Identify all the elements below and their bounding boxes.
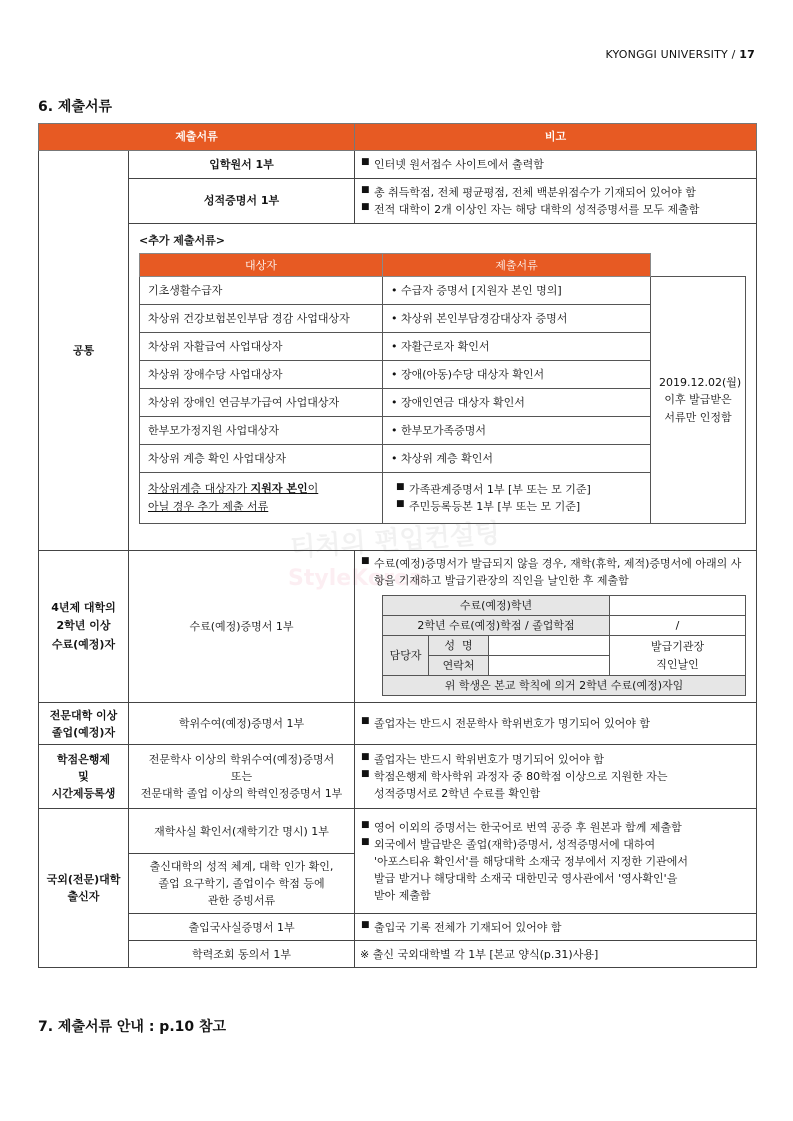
- note-item: ■ 학점은행제 학사학위 과정자 중 80학점 이상으로 지원한 자는: [360, 768, 751, 785]
- verify-grade-label: 수료(예정)학년: [383, 596, 610, 616]
- verify-grade-value: [610, 596, 746, 616]
- additional-title: <추가 제출서류>: [139, 234, 226, 247]
- doc-degree-certificate: 학위수여(예정)증명서 1부: [129, 703, 355, 745]
- doc-cell: • 차상위 본인부담경감대상자 증명서: [383, 305, 651, 333]
- doc-application: 입학원서 1부: [129, 151, 355, 179]
- table-header-row: [39, 124, 757, 151]
- table-row: [39, 224, 757, 551]
- target-cell-family: 차상위계층 대상자가 지원자 본인이 아닐 경우 추가 제출 서류: [140, 473, 383, 524]
- watermark-text: 티처의 편입컨설팅: [289, 518, 501, 564]
- table-row: [39, 179, 757, 224]
- watermark-logo-text: StyleKorea: [288, 566, 424, 591]
- target-cell: 차상위 자활급여 사업대상자: [140, 333, 383, 361]
- note-item: ■ 가족관계증명서 1부 [부 또는 모 기준]: [395, 481, 642, 498]
- doc-cell: • 차상위 계층 확인서: [383, 445, 651, 473]
- note-item: ■ 영어 이외의 증명서는 한국어로 번역 공증 후 원본과 함께 제출함: [360, 819, 751, 836]
- table-row: [39, 745, 757, 809]
- table-row: [39, 809, 757, 854]
- doc-cell: • 수급자 증명서 [지원자 본인 명의]: [383, 277, 651, 305]
- doc-completion-certificate: 수료(예정)증명서 1부: [129, 551, 355, 703]
- doc-credit-bank: 전문학사 이상의 학위수여(예정)증명서 또는 전문대학 졸업 이상의 학력인정증명서 1부: [129, 745, 355, 809]
- note-item: ■ 전적 대학이 2개 이상인 자는 해당 대학의 성적증명서를 모두 제출함: [360, 201, 751, 218]
- note-completion: [355, 551, 757, 703]
- target-cell: 기초생활수급자: [140, 277, 383, 305]
- target-cell: 한부모가정지원 사업대상자: [140, 417, 383, 445]
- note-application: [355, 151, 757, 179]
- note-transcript: [355, 179, 757, 224]
- header-separator: /: [731, 48, 736, 61]
- note-item: ■ 총 취득학점, 전체 평균평점, 전체 백분위점수가 기재되어 있어야 함: [360, 184, 751, 201]
- table-row: [39, 703, 757, 745]
- doc-immigration-record: 출입국사실증명서 1부: [129, 914, 355, 941]
- target-cell: 차상위 건강보험본인부담 경감 사업대상자: [140, 305, 383, 333]
- table-row: [39, 551, 757, 703]
- category-foreign: 국외(전문)대학 출신자: [39, 809, 129, 968]
- note-item: ■ 외국에서 발급받은 졸업(재학)증명서, 성적증명서에 대하여: [360, 836, 751, 853]
- verify-footer: 위 학생은 본교 학칙에 의거 2학년 수료(예정)자임: [383, 676, 746, 696]
- additional-table: [139, 253, 746, 524]
- note-item: ■ 졸업자는 반드시 전문학사 학위번호가 명기되어 있어야 함: [360, 715, 751, 732]
- verify-seal: 발급기관장 직인날인: [610, 636, 746, 676]
- doc-grading-system: 출신대학의 성적 체계, 대학 인가 확인, 졸업 요구학기, 졸업이수 학점 등에 관한 증빙서류: [129, 854, 355, 914]
- target-cell: 차상위 장애인 연금부가급여 사업대상자: [140, 389, 383, 417]
- additional-header-target: 대상자: [140, 254, 383, 277]
- note-item: 성적증명서로 2학년 수료를 확인함: [374, 787, 541, 801]
- header-remarks: 비고: [355, 124, 757, 151]
- page-number: 17: [739, 48, 755, 61]
- header-docs: 제출서류: [39, 124, 355, 151]
- note-foreign: [355, 809, 757, 914]
- table-row: [140, 277, 746, 305]
- note-credit-bank: [355, 745, 757, 809]
- verify-credits-value: /: [610, 616, 746, 636]
- note-item: ■ 수료(예정)증명서가 발급되지 않을 경우, 재학(휴학, 제적)증명서에 아래의 사항을 기재하고 발급기관장의 직인을 날인한 후 제출함: [360, 555, 751, 589]
- doc-cell-family: [383, 473, 651, 524]
- note-item: 발급 받거나 해당대학 소재국 대한민국 영사관에서 '영사확인'을: [374, 871, 678, 885]
- note-junior-college: [355, 703, 757, 745]
- doc-cell: • 자활근로자 확인서: [383, 333, 651, 361]
- table-row: [39, 151, 757, 179]
- note-item: ■ 인터넷 원서접수 사이트에서 출력함: [360, 156, 751, 173]
- documents-table: [38, 123, 757, 968]
- page-header: [605, 48, 755, 61]
- note-item: ■ 졸업자는 반드시 학위번호가 명기되어 있어야 함: [360, 751, 751, 768]
- note-item: ■ 출입국 기록 전체가 기재되어 있어야 함: [360, 919, 751, 936]
- verification-table: [382, 595, 746, 696]
- doc-cell: • 장애(아동)수당 대상자 확인서: [383, 361, 651, 389]
- category-junior-college: 전문대학 이상 졸업(예정)자: [39, 703, 129, 745]
- additional-documents: [129, 224, 757, 551]
- category-credit-bank: 학점은행제 및 시간제등록생: [39, 745, 129, 809]
- additional-header-docs: 제출서류: [383, 254, 651, 277]
- category-common: 공통: [39, 151, 129, 551]
- note-item: 받아 제출함: [374, 888, 431, 902]
- university-name: KYONGGI UNIVERSITY: [605, 48, 728, 61]
- verify-contact-value: [489, 656, 610, 676]
- issue-date-note: 2019.12.02(월) 이후 발급받은 서류만 인정함: [651, 277, 746, 524]
- verify-staff-label: 담당자: [383, 636, 429, 676]
- verify-name-value: [489, 636, 610, 656]
- target-cell: 차상위 장애수당 사업대상자: [140, 361, 383, 389]
- doc-education-inquiry: 학력조회 동의서 1부: [129, 941, 355, 968]
- verify-name-label: 성 명: [429, 636, 489, 656]
- target-cell: 차상위 계층 확인 사업대상자: [140, 445, 383, 473]
- note-education-inquiry: ※ 출신 국외대학별 각 1부 [본교 양식(p.31)사용]: [355, 941, 757, 968]
- section-6-title: 6. 제출서류: [38, 99, 113, 115]
- category-four-year: 4년제 대학의 2학년 이상 수료(예정)자: [39, 551, 129, 703]
- note-immigration: [355, 914, 757, 941]
- doc-transcript: 성적증명서 1부: [129, 179, 355, 224]
- table-row: [39, 914, 757, 941]
- verify-contact-label: 연락처: [429, 656, 489, 676]
- section-7-title: 7. 제출서류 안내 : p.10 참고: [38, 1019, 227, 1035]
- table-row: [39, 941, 757, 968]
- note-item: ■ 주민등록등본 1부 [부 또는 모 기준]: [395, 498, 642, 515]
- doc-cell: • 한부모가족증명서: [383, 417, 651, 445]
- verify-credits-label: 2학년 수료(예정)학점 / 졸업학점: [383, 616, 610, 636]
- note-item: '아포스티유 확인서'를 해당대학 소재국 정부에서 지정한 기관에서: [374, 854, 688, 868]
- doc-cell: • 장애인연금 대상자 확인서: [383, 389, 651, 417]
- doc-enrollment-confirmation: 재학사실 확인서(재학기간 명시) 1부: [129, 809, 355, 854]
